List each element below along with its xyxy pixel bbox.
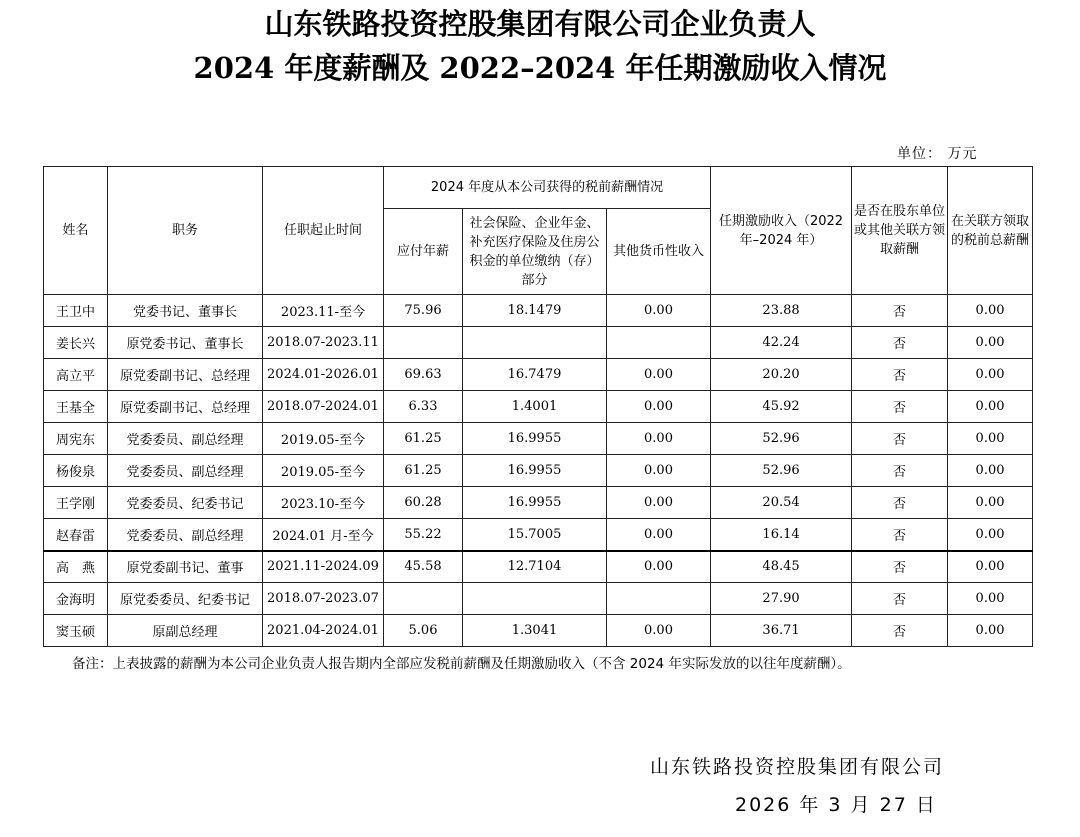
compensation-table — [43, 166, 1033, 647]
cell-salary: 6.33 — [384, 391, 463, 423]
cell-salary: 75.96 — [384, 295, 463, 327]
cell-related: 0.00 — [948, 487, 1033, 519]
cell-term: 2018.07-2024.01 — [263, 391, 384, 423]
cell-incentive: 23.88 — [711, 295, 852, 327]
cell-insurance: 1.3041 — [463, 615, 607, 647]
cell-incentive: 36.71 — [711, 615, 852, 647]
document-title-line-2: 2024 年度薪酬及 2022–2024 年任期激励收入情况 — [193, 51, 887, 85]
cell-related: 0.00 — [948, 519, 1033, 551]
cell-shareholder: 否 — [852, 615, 948, 647]
cell-insurance: 16.9955 — [463, 423, 607, 455]
cell-name: 赵春雷 — [44, 519, 108, 551]
table-row — [44, 359, 1033, 391]
header-incentive: 任期激励收入（2022 年–2024 年） — [711, 167, 852, 295]
table-row — [44, 551, 1033, 583]
cell-position: 党委委员、副总经理 — [108, 423, 263, 455]
cell-related: 0.00 — [948, 423, 1033, 455]
header-position: 职务 — [108, 167, 263, 295]
cell-related: 0.00 — [948, 391, 1033, 423]
cell-incentive: 20.54 — [711, 487, 852, 519]
cell-insurance: 18.1479 — [463, 295, 607, 327]
cell-position: 党委书记、董事长 — [108, 295, 263, 327]
header-2024-group: 2024 年度从本公司获得的税前薪酬情况 — [384, 167, 711, 209]
cell-shareholder: 否 — [852, 519, 948, 551]
table-row — [44, 423, 1033, 455]
cell-other: 0.00 — [607, 295, 711, 327]
cell-other: 0.00 — [607, 487, 711, 519]
cell-insurance: 16.9955 — [463, 487, 607, 519]
cell-incentive: 48.45 — [711, 551, 852, 583]
cell-incentive: 52.96 — [711, 423, 852, 455]
cell-salary: 5.06 — [384, 615, 463, 647]
header-shareholder: 是否在股东单位或其他关联方领取薪酬 — [852, 167, 948, 295]
cell-position: 党委委员、副总经理 — [108, 519, 263, 551]
cell-term: 2018.07-2023.07 — [263, 583, 384, 615]
cell-name: 王卫中 — [44, 295, 108, 327]
cell-incentive: 20.20 — [711, 359, 852, 391]
cell-position: 原副总经理 — [108, 615, 263, 647]
header-other: 其他货币性收入 — [607, 209, 711, 295]
cell-position: 党委委员、副总经理 — [108, 455, 263, 487]
cell-insurance: 16.9955 — [463, 455, 607, 487]
table-row — [44, 295, 1033, 327]
cell-other — [607, 583, 711, 615]
document-title-line-1: 山东铁路投资控股集团有限公司企业负责人 — [264, 7, 816, 41]
cell-position: 原党委委员、纪委书记 — [108, 583, 263, 615]
cell-other: 0.00 — [607, 519, 711, 551]
unit-label: 单位： 万元 — [897, 146, 978, 162]
cell-related: 0.00 — [948, 615, 1033, 647]
cell-term: 2021.11-2024.09 — [263, 551, 384, 583]
cell-incentive: 27.90 — [711, 583, 852, 615]
table-row — [44, 615, 1033, 647]
cell-related: 0.00 — [948, 327, 1033, 359]
cell-other: 0.00 — [607, 455, 711, 487]
header-related: 在关联方领取的税前总薪酬 — [948, 167, 1033, 295]
cell-incentive: 45.92 — [711, 391, 852, 423]
cell-related: 0.00 — [948, 455, 1033, 487]
cell-insurance: 1.4001 — [463, 391, 607, 423]
header-salary: 应付年薪 — [384, 209, 463, 295]
cell-term: 2023.10-至今 — [263, 487, 384, 519]
document-date: 2026 年 3 月 27 日 — [735, 794, 937, 816]
cell-salary — [384, 327, 463, 359]
cell-term: 2018.07-2023.11 — [263, 327, 384, 359]
cell-salary: 61.25 — [384, 423, 463, 455]
cell-incentive: 16.14 — [711, 519, 852, 551]
cell-incentive: 42.24 — [711, 327, 852, 359]
cell-other: 0.00 — [607, 615, 711, 647]
cell-shareholder: 否 — [852, 327, 948, 359]
cell-salary: 45.58 — [384, 551, 463, 583]
cell-other — [607, 327, 711, 359]
cell-shareholder: 否 — [852, 487, 948, 519]
cell-other: 0.00 — [607, 391, 711, 423]
cell-position: 原党委副书记、董事 — [108, 551, 263, 583]
cell-salary: 60.28 — [384, 487, 463, 519]
cell-related: 0.00 — [948, 295, 1033, 327]
cell-related: 0.00 — [948, 359, 1033, 391]
table-row — [44, 327, 1033, 359]
table-row — [44, 519, 1033, 551]
cell-shareholder: 否 — [852, 583, 948, 615]
cell-salary — [384, 583, 463, 615]
cell-shareholder: 否 — [852, 551, 948, 583]
cell-name: 高 燕 — [44, 551, 108, 583]
cell-salary: 69.63 — [384, 359, 463, 391]
cell-insurance: 15.7005 — [463, 519, 607, 551]
cell-related: 0.00 — [948, 551, 1033, 583]
cell-insurance — [463, 327, 607, 359]
cell-position: 原党委书记、董事长 — [108, 327, 263, 359]
cell-term: 2023.11-至今 — [263, 295, 384, 327]
cell-name: 姜长兴 — [44, 327, 108, 359]
cell-shareholder: 否 — [852, 455, 948, 487]
cell-shareholder: 否 — [852, 295, 948, 327]
company-signature: 山东铁路投资控股集团有限公司 — [650, 756, 945, 778]
cell-term: 2019.05-至今 — [263, 455, 384, 487]
cell-term: 2024.01-2026.01 — [263, 359, 384, 391]
cell-insurance — [463, 583, 607, 615]
cell-salary: 55.22 — [384, 519, 463, 551]
cell-name: 周宪东 — [44, 423, 108, 455]
cell-insurance: 16.7479 — [463, 359, 607, 391]
cell-position: 原党委副书记、总经理 — [108, 391, 263, 423]
cell-name: 高立平 — [44, 359, 108, 391]
cell-shareholder: 否 — [852, 423, 948, 455]
footnote: 备注：上表披露的薪酬为本公司企业负责人报告期内全部应发税前薪酬及任期激励收入（不含 2024 年实际发放的以往年度薪酬）。 — [72, 656, 851, 672]
cell-term: 2024.01 月-至今 — [263, 519, 384, 551]
header-insurance: 社会保险、企业年金、补充医疗保险及住房公积金的单位缴纳（存）部分 — [463, 209, 607, 295]
table-row — [44, 391, 1033, 423]
cell-term: 2021.04-2024.01 — [263, 615, 384, 647]
cell-insurance: 12.7104 — [463, 551, 607, 583]
table-row — [44, 455, 1033, 487]
cell-name: 窦玉硕 — [44, 615, 108, 647]
header-name: 姓名 — [44, 167, 108, 295]
header-term: 任职起止时间 — [263, 167, 384, 295]
cell-other: 0.00 — [607, 359, 711, 391]
cell-term: 2019.05-至今 — [263, 423, 384, 455]
cell-incentive: 52.96 — [711, 455, 852, 487]
cell-shareholder: 否 — [852, 391, 948, 423]
cell-shareholder: 否 — [852, 359, 948, 391]
cell-name: 金海明 — [44, 583, 108, 615]
cell-name: 王基全 — [44, 391, 108, 423]
cell-other: 0.00 — [607, 551, 711, 583]
cell-name: 杨俊泉 — [44, 455, 108, 487]
cell-name: 王学刚 — [44, 487, 108, 519]
table-row — [44, 583, 1033, 615]
cell-salary: 61.25 — [384, 455, 463, 487]
cell-other: 0.00 — [607, 423, 711, 455]
cell-position: 原党委副书记、总经理 — [108, 359, 263, 391]
table-row — [44, 487, 1033, 519]
cell-related: 0.00 — [948, 583, 1033, 615]
cell-position: 党委委员、纪委书记 — [108, 487, 263, 519]
